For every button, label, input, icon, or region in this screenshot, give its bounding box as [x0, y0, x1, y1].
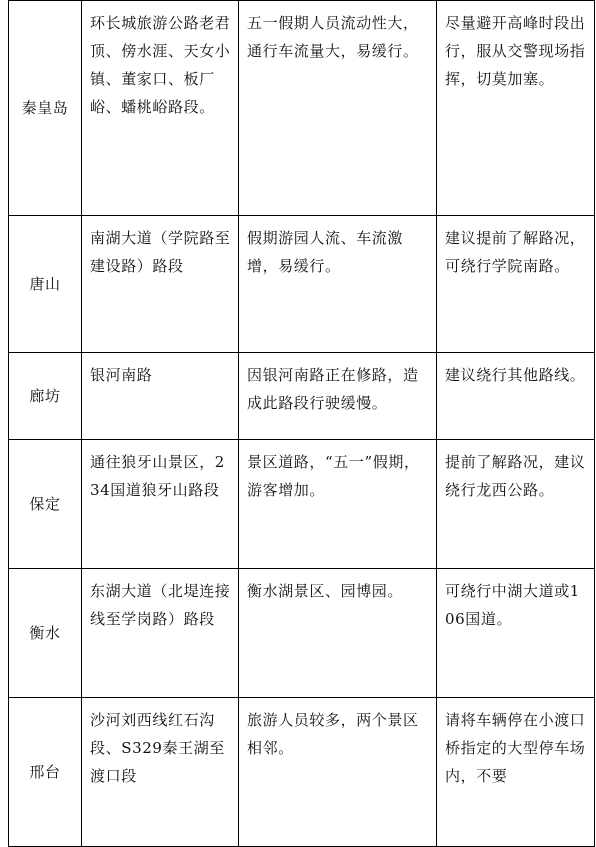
reason-cell: 假期游园人流、车流激增，易缓行。: [239, 216, 437, 353]
city-cell: 保定: [9, 440, 82, 569]
table-row: [9, 698, 595, 847]
reason-cell: 因银河南路正在修路，造成此路段行驶缓慢。: [239, 353, 437, 440]
table-row: [9, 569, 595, 698]
reason-cell: 五一假期人员流动性大，通行车流量大，易缓行。: [239, 1, 437, 216]
city-cell: 邢台: [9, 698, 82, 847]
advice-cell: 提前了解路况，建议绕行龙西公路。: [437, 440, 595, 569]
advice-cell: 请将车辆停在小渡口桥指定的大型停车场内，不要: [437, 698, 595, 847]
road-cell: 沙河刘西线红石沟段、S329秦王湖至渡口段: [82, 698, 239, 847]
table-row: [9, 440, 595, 569]
road-cell: 通往狼牙山景区，234国道狼牙山路段: [82, 440, 239, 569]
advice-cell: 可绕行中湖大道或106国道。: [437, 569, 595, 698]
city-cell: 廊坊: [9, 353, 82, 440]
advice-cell: 建议提前了解路况，可绕行学院南路。: [437, 216, 595, 353]
city-cell: 衡水: [9, 569, 82, 698]
traffic-advisory-table: [8, 0, 595, 847]
reason-cell: 旅游人员较多，两个景区相邻。: [239, 698, 437, 847]
advice-cell: 建议绕行其他路线。: [437, 353, 595, 440]
road-cell: 银河南路: [82, 353, 239, 440]
road-cell: 南湖大道（学院路至建设路）路段: [82, 216, 239, 353]
table-row: [9, 353, 595, 440]
city-cell: 唐山: [9, 216, 82, 353]
road-cell: 东湖大道（北堤连接线至学岗路）路段: [82, 569, 239, 698]
city-cell: 秦皇岛: [9, 1, 82, 216]
road-cell: 环长城旅游公路老君顶、傍水涯、天女小镇、董家口、板厂峪、蟠桃峪路段。: [82, 1, 239, 216]
advice-cell: 尽量避开高峰时段出行，服从交警现场指挥，切莫加塞。: [437, 1, 595, 216]
table-row: [9, 1, 595, 216]
table-row: [9, 216, 595, 353]
reason-cell: 景区道路，“五一”假期，游客增加。: [239, 440, 437, 569]
reason-cell: 衡水湖景区、园博园。: [239, 569, 437, 698]
